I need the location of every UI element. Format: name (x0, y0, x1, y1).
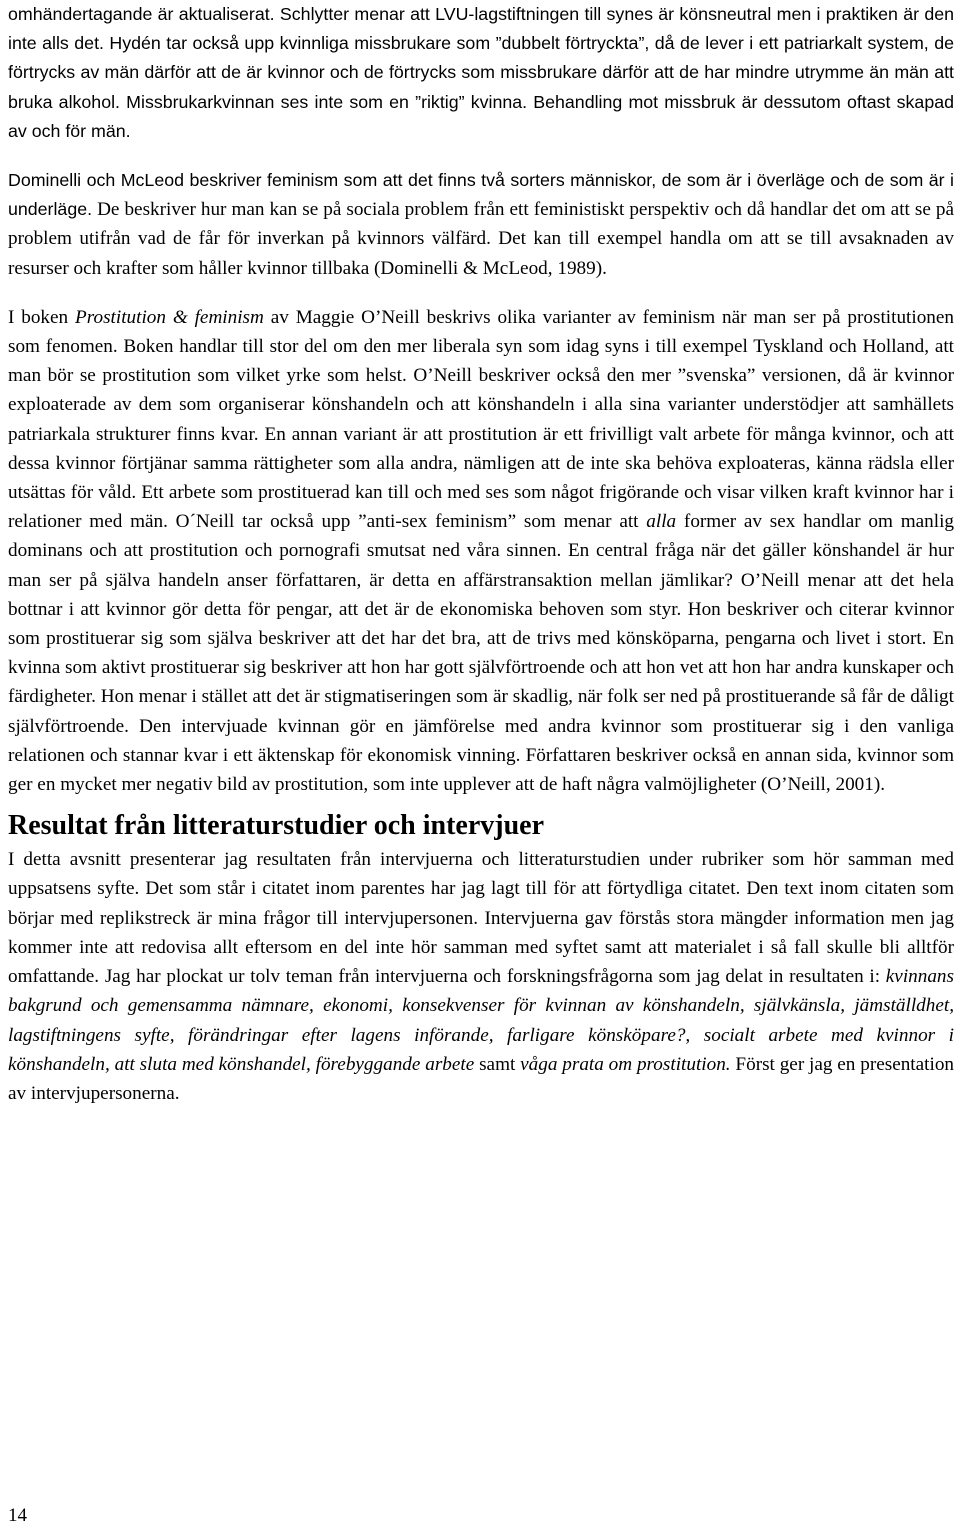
paragraph-results-intro (8, 845, 954, 1108)
paragraph-hyden (8, 0, 954, 146)
paragraph-text: omhändertagande är aktualiserat. Schlytter menar att LVU-lagstiftningen till synes är könsneutral men i praktiken är den inte alls det. Hydén tar också upp kvinnliga missbrukare som ”dubbelt förtryckta”, då de lever i ett patriarkalt system, de förtrycks av män därför att de är kvinnor och de förtrycks som missbrukare därför att de har mindre utrymme än män att bruka alkohol. Missbrukarkvinnan ses inte som en ”riktig” kvinna. Behandling mot missbruk är dessutom oftast skapad av och för män. (8, 4, 954, 141)
paragraph-text: I boken (8, 306, 75, 328)
page-number: 14 (8, 1505, 27, 1526)
theme-list: kvinnans bakgrund och gemensamma nämnare, ekonomi, konsekvenser för kvinnan av könshandeln, självkänsla, jämställdhet, lagstiftningens syfte, förändringar efter lagens införande, farligare könsköpare?, socialt arbete med kvinnor i könshandeln, att sluta med könshandel, förebyggande arbete (8, 966, 954, 1075)
paragraph-text: av Maggie O’Neill beskrivs olika varianter av feminism när man ser på prostitutionen som fenomen. Boken handlar till stor del om den mer liberala syn som idag syns i till exempel Tyskland och Holland, att man bör se prostitution som vilket yrke som helst. O’Neill beskriver också den mer ”svenska” versionen, då är kvinnor exploaterade av dem som organiserar könshandeln och att könshandeln i alla sina varianter understödjer att samhällets patriarkala strukturer finns kvar. En annan variant är att prostitution är ett frivilligt valt arbete för många kvinnor, och att dessa kvinnor förtjänar samma rättigheter som alla andra, nämligen att de inte ska behöva exploateras, känna rädsla eller utsättas för våld. Ett arbete som prostituerad kan till och med ses som något frigörande och visar vilken kraft kvinnor har i relationer med män. O´Neill tar också upp ”anti-sex feminism” som menar att (8, 306, 955, 533)
paragraph-text: De beskriver hur man kan se på sociala problem från ett feministiskt perspektiv och då handlar det om att se på problem utifrån vad de får för inverkan på kvinnors välfärd. Det kan till exempel handla om att se till avsaknaden av resurser och krafter som håller kvinnor tillbaka (Dominelli & McLeod, 1989). (8, 199, 954, 279)
theme-last: våga prata om prostitution. (520, 1053, 731, 1075)
book-title: Prostitution & feminism (75, 306, 264, 328)
paragraph-text-sans: Dominelli och McLeod beskriver feminism som att det finns två sorters människor, de som är i överläge och de som är i underläge. (8, 170, 954, 220)
paragraph-oneill (8, 303, 954, 799)
paragraph-text: Först ger jag en presentation av intervjupersonerna. (8, 1053, 955, 1104)
paragraph-text: I detta avsnitt presenterar jag resultaten från intervjuerna och litteraturstudien under rubriker som hör samman med uppsatsens syfte. Det som står i citatet inom parentes har jag lagt till för att förtydliga citatet. Den text inom citaten som börjar med replikstreck är mina frågor till intervjupersonen. Intervjuerna gav förstås stora mängder information men jag kommer inte att redovisa allt eftersom en del inte hör samman med syftet samt att materialet i så fall skulle bli alltför omfattande. Jag har plockat ur tolv teman från intervjuerna och forskningsfrågorna som jag delat in resultaten i: (8, 849, 954, 988)
section-heading: Resultat från litteraturstudier och intervjuer (8, 810, 545, 842)
paragraph-text: samt (474, 1053, 521, 1075)
emphasis-word: alla (646, 511, 677, 533)
paragraph-dominelli (8, 166, 954, 283)
document-page (8, 0, 954, 1108)
paragraph-text: former av sex handlar om manlig dominans och att prostitution och pornografi smutsat ned våra sinnen. En central fråga när det gäller könshandel är hur man ser på själva handeln anser författaren, är detta en affärstransaktion mellan jämlikar? O’Neill menar att det hela bottnar i att kvinnor gör detta för pengar, att det är de ekonomiska behoven som styr. Hon beskriver och citerar kvinnor som prostituerar sig som själva beskriver att det har det bra, att de trivs med könsköparna, pengarna och livet i stort. En kvinna som aktivt prostituerar sig beskriver att hon har gott självförtroende och att hon vet att hon har andra kunskaper och färdigheter. Hon menar i stället att det är stigmatiseringen som är skadlig, när folk ser ned på prostituerande så får de dåligt självförtroende. Den intervjuade kvinnan gör en jämförelse med andra kvinnor som prostituerar sig i den vanliga relationen och stannar kvar i ett äktenskap för ekonomisk vinning. Författaren beskriver också en annan sida, kvinnor som ger en mycket mer negativ bild av prostitution, som inte upplever att de haft några valmöjligheter (O’Neill, 2001). (8, 511, 955, 796)
